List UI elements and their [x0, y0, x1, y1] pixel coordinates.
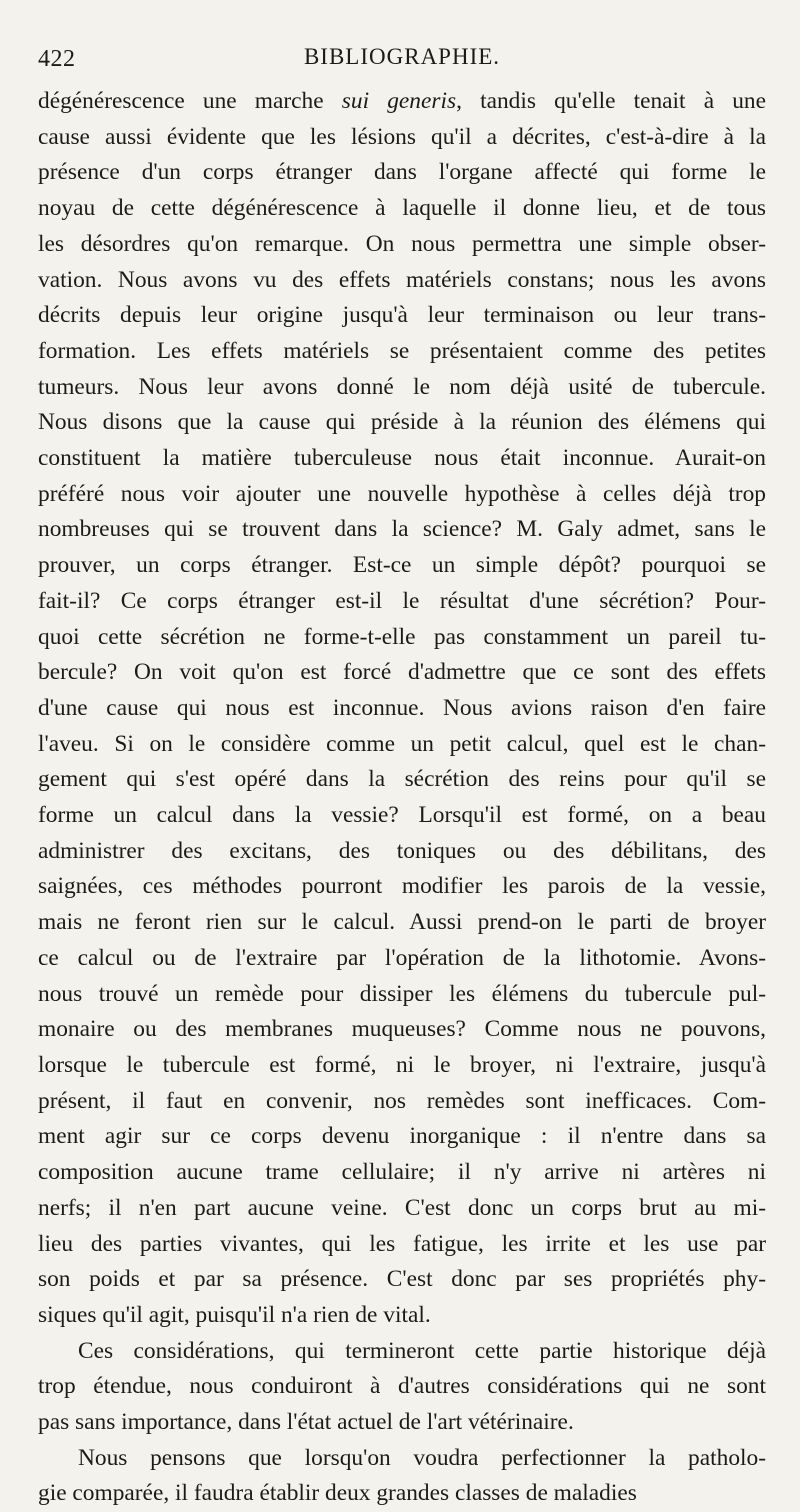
- text-line: nombreuses qui se trouvent dans la science? M. Galy admet, sans le: [38, 516, 766, 543]
- text-line: Ces considérations, qui termineront cette partie historique déjà: [78, 1337, 766, 1364]
- text-line: tumeurs. Nous leur avons donné le nom déjà usité de tubercule.: [38, 373, 766, 400]
- body-text: [38, 84, 766, 1512]
- text-line: pas sans importance, dans l'état actuel de l'art vétérinaire.: [38, 1409, 574, 1436]
- text-line: noyau de cette dégénérescence à laquelle il donne lieu, et de tous: [38, 195, 766, 222]
- text-line: Nous disons que la cause qui préside à la réunion des élémens qui: [38, 409, 766, 436]
- text-line: dégénérescence une marche sui generis, tandis qu'elle tenait à une: [38, 88, 766, 114]
- text-line: présent, il faut en convenir, nos remèdes sont inefficaces. Com-: [38, 1087, 766, 1114]
- text-line: cause aussi évidente que les lésions qu'il a décrites, c'est-à-dire à la: [38, 123, 766, 150]
- text-line: lorsque le tubercule est formé, ni le broyer, ni l'extraire, jusqu'à: [38, 1051, 766, 1078]
- text-line: nous trouvé un remède pour dissiper les élémens du tubercule pul-: [38, 980, 766, 1007]
- text-line: nerfs; il n'en part aucune veine. C'est donc un corps brut au mi-: [38, 1194, 766, 1221]
- text-line: l'aveu. Si on le considère comme un petit calcul, quel est le chan-: [38, 730, 766, 757]
- paragraph: [38, 84, 766, 1334]
- text-line: gie comparée, il faudra établir deux grandes classes de maladies: [38, 1480, 637, 1507]
- text-line: ce calcul ou de l'extraire par l'opération de la lithotomie. Avons-: [38, 944, 766, 971]
- text-line: forme un calcul dans la vessie? Lorsqu'il est formé, on a beau: [38, 802, 766, 829]
- text-line: saignées, ces méthodes pourront modifier les parois de la vessie,: [38, 873, 766, 900]
- text-line: quoi cette sécrétion ne forme-t-elle pas constamment un pareil tu-: [38, 623, 766, 650]
- text-line: préféré nous voir ajouter une nouvelle hypothèse à celles déjà trop: [38, 480, 766, 507]
- paragraph: [38, 1334, 766, 1441]
- text-line: mais ne feront rien sur le calcul. Aussi prend-on le parti de broyer: [38, 909, 766, 936]
- text-line: d'une cause qui nous est inconnue. Nous avions raison d'en faire: [38, 694, 766, 721]
- text-line: décrits depuis leur origine jusqu'à leur terminaison ou leur trans-: [38, 302, 766, 329]
- text-line: fait-il? Ce corps étranger est-il le résultat d'une sécrétion? Pour-: [38, 587, 766, 614]
- text-line: formation. Les effets matériels se présentaient comme des petites: [38, 337, 766, 364]
- text-line: bercule? On voit qu'on est forcé d'admettre que ce sont des effets: [38, 659, 766, 686]
- text-line: lieu des parties vivantes, qui les fatigue, les irrite et les use par: [38, 1230, 766, 1257]
- text-line: ment agir sur ce corps devenu inorganique : il n'entre dans sa: [38, 1123, 766, 1150]
- text-line: monaire ou des membranes muqueuses? Comme nous ne pouvons,: [38, 1016, 766, 1043]
- text-line: trop étendue, nous conduiront à d'autres considérations qui ne sont: [38, 1373, 766, 1400]
- text-line: administrer des excitans, des toniques ou des débilitans, des: [38, 837, 766, 864]
- text-line: son poids et par sa présence. C'est donc par ses propriétés phy-: [38, 1266, 766, 1293]
- text-line: présence d'un corps étranger dans l'organe affecté qui forme le: [38, 159, 766, 186]
- text-line: composition aucune trame cellulaire; il n'y arrive ni artères ni: [38, 1159, 766, 1186]
- text-line: les désordres qu'on remarque. On nous permettra une simple obser-: [38, 230, 766, 257]
- text-line: gement qui s'est opéré dans la sécrétion des reins pour qu'il se: [38, 766, 766, 793]
- text-line: vation. Nous avons vu des effets matériels constans; nous les avons: [38, 266, 766, 293]
- text-line: siques qu'il agit, puisqu'il n'a rien de vital.: [38, 1301, 431, 1328]
- page-number: 422: [38, 46, 76, 72]
- paragraph: [38, 1441, 766, 1512]
- text-line: constituent la matière tuberculeuse nous était inconnue. Aurait-on: [38, 445, 766, 472]
- running-title: BIBLIOGRAPHIE.: [303, 44, 501, 69]
- running-header: [38, 38, 766, 84]
- text-line: Nous pensons que lorsqu'on voudra perfectionner la patholo-: [78, 1444, 766, 1471]
- text-line: prouver, un corps étranger. Est-ce un simple dépôt? pourquoi se: [38, 552, 766, 579]
- italic-phrase: sui generis: [341, 88, 457, 114]
